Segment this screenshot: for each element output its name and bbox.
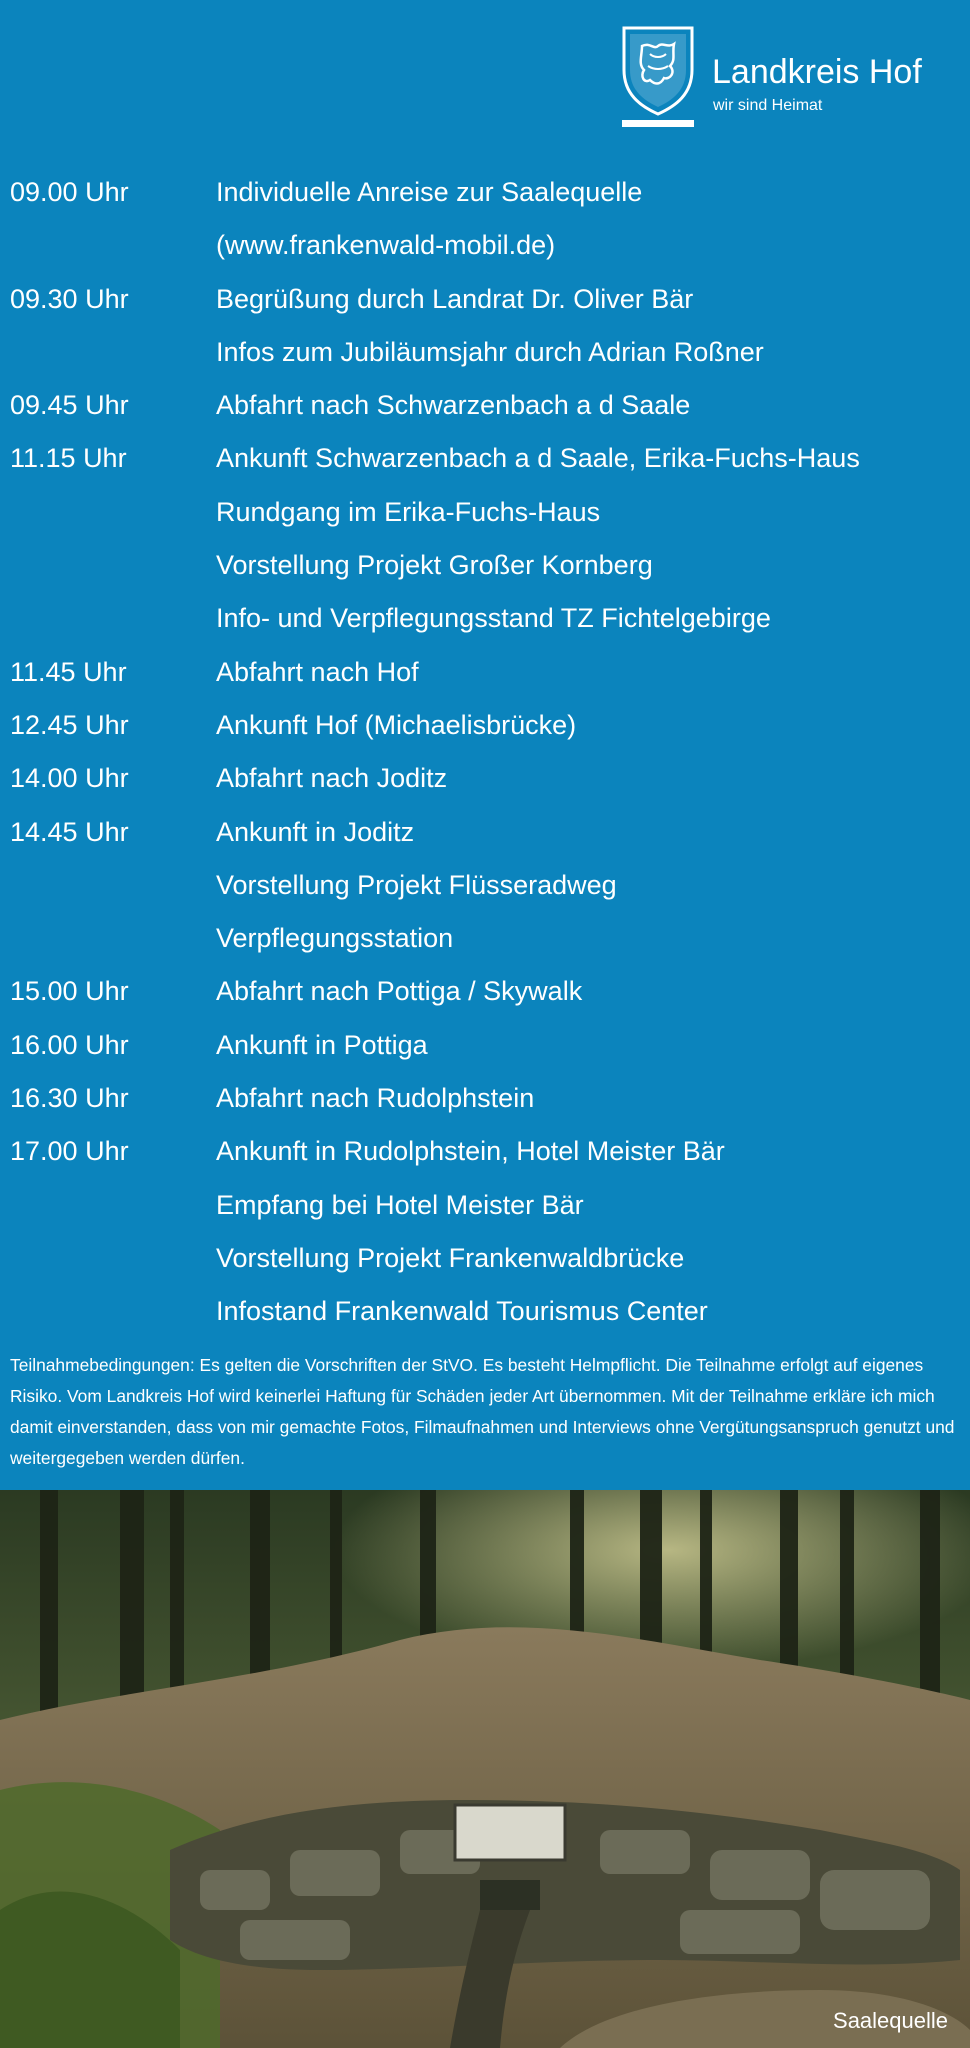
schedule-text: Abfahrt nach Rudolphstein: [216, 1083, 535, 1114]
brand-name: Landkreis Hof: [712, 53, 922, 91]
schedule-row: [0, 539, 970, 592]
schedule-time: 12.45 Uhr: [10, 709, 129, 740]
schedule-text: Info- und Verpflegungsstand TZ Fichtelgebirge: [216, 603, 771, 634]
schedule-text: Begrüßung durch Landrat Dr. Oliver Bär: [216, 283, 694, 314]
schedule-row: [0, 592, 970, 645]
schedule-text: Abfahrt nach Pottiga / Skywalk: [216, 976, 583, 1007]
schedule-list: [0, 166, 970, 1339]
schedule-time: 17.00 Uhr: [10, 1136, 129, 1167]
schedule-row: [0, 1232, 970, 1285]
schedule-row: [0, 1125, 970, 1178]
schedule-time: 15.00 Uhr: [10, 976, 129, 1007]
schedule-text: Ankunft Hof (Michaelisbrücke): [216, 709, 577, 740]
landkreis-logo: [620, 24, 960, 136]
schedule-row: [0, 326, 970, 379]
schedule-text: Infostand Frankenwald Tourismus Center: [216, 1296, 708, 1327]
brand-slogan: wir sind Heimat: [713, 97, 823, 114]
schedule-row: [0, 432, 970, 485]
schedule-row: [0, 1285, 970, 1338]
schedule-row: [0, 752, 970, 805]
schedule-time: 16.30 Uhr: [10, 1083, 129, 1114]
schedule-time: 14.00 Uhr: [10, 763, 129, 794]
schedule-text: Verpflegungsstation: [216, 923, 454, 954]
schedule-time: 09.45 Uhr: [10, 390, 129, 421]
schedule-row: [0, 912, 970, 965]
schedule-time: 16.00 Uhr: [10, 1029, 129, 1060]
saalequelle-photo: [0, 1490, 970, 2048]
schedule-text: Abfahrt nach Joditz: [216, 763, 448, 794]
schedule-row: [0, 806, 970, 859]
schedule-row: [0, 859, 970, 912]
schedule-row: [0, 486, 970, 539]
schedule-text: Abfahrt nach Hof: [216, 656, 419, 687]
forest-spring-illustration: [0, 1490, 970, 2048]
schedule-row: [0, 273, 970, 326]
schedule-time: 11.45 Uhr: [10, 656, 127, 687]
schedule-row: [0, 1072, 970, 1125]
schedule-text: (www.frankenwald-mobil.de): [216, 230, 556, 261]
schedule-text: Vorstellung Projekt Flüsseradweg: [216, 869, 617, 900]
schedule-text: Individuelle Anreise zur Saalequelle: [216, 177, 643, 207]
schedule-text: Vorstellung Projekt Frankenwaldbrücke: [216, 1242, 685, 1273]
schedule-row: [0, 219, 970, 272]
schedule-row: [0, 166, 970, 219]
schedule-row: [0, 1019, 970, 1072]
schedule-text: Ankunft in Joditz: [216, 816, 415, 847]
schedule-text: Abfahrt nach Schwarzenbach a d Saale: [216, 390, 691, 421]
schedule-text: Ankunft in Pottiga: [216, 1029, 428, 1060]
schedule-row: [0, 646, 970, 699]
schedule-time: 14.45 Uhr: [10, 816, 129, 847]
schedule-row: [0, 965, 970, 1018]
schedule-row: [0, 699, 970, 752]
schedule-text: Empfang bei Hotel Meister Bär: [216, 1189, 584, 1220]
schedule-text: Rundgang im Erika-Fuchs-Haus: [216, 496, 601, 527]
participation-conditions: Teilnahmebedingungen: Es gelten die Vorschriften der StVO. Es besteht Helmpflicht. Die Teilnahme erfolgt auf eigenes Risiko. Vom Landkreis Hof wird keinerlei Haftung für Schäden jeder Art übernommen. Mit der Teilnahme erkläre ich mich damit einverstanden, dass von mir gemachte Fotos, Filmaufnahmen und Interviews ohne Vergütungsanspruch genutzt und weitergegeben werden dürfen.: [10, 1355, 955, 1468]
schedule-time: 09.00 Uhr: [10, 177, 129, 207]
schedule-text: Ankunft Schwarzenbach a d Saale, Erika-Fuchs-Haus: [216, 443, 860, 474]
schedule-text: Vorstellung Projekt Großer Kornberg: [216, 550, 653, 581]
photo-caption: Saalequelle: [833, 2008, 948, 2033]
schedule-row: [0, 1179, 970, 1232]
schedule-time: 09.30 Uhr: [10, 283, 129, 314]
schedule-time: 11.15 Uhr: [10, 443, 127, 474]
schedule-text: Ankunft in Rudolphstein, Hotel Meister Bär: [216, 1136, 725, 1167]
schedule-row: [0, 379, 970, 432]
coat-of-arms-icon: [620, 24, 696, 130]
schedule-text: Infos zum Jubiläumsjahr durch Adrian Roßner: [216, 336, 764, 367]
